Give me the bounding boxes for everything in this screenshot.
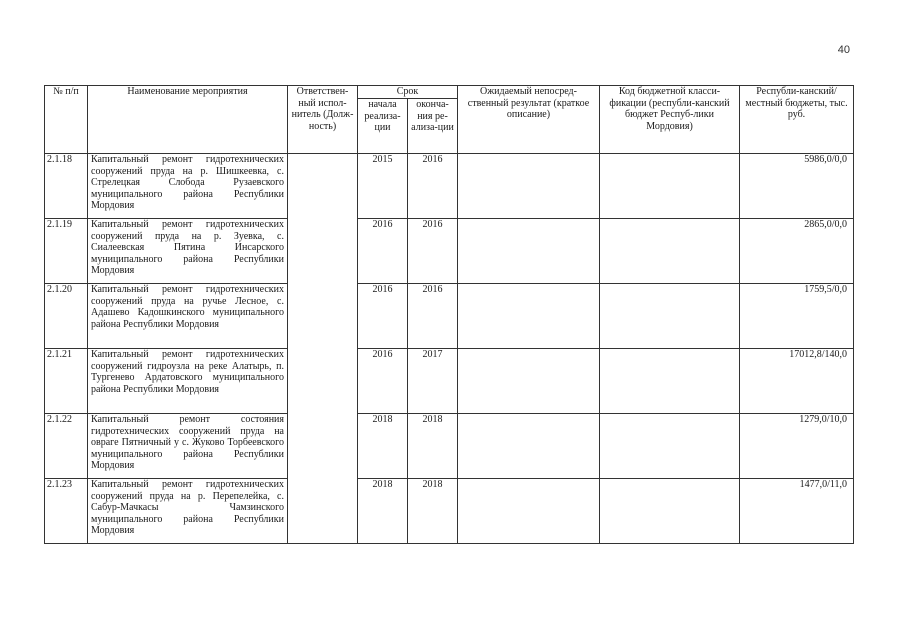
header-name: Наименование мероприятия <box>88 86 288 154</box>
row-budget: 1759,5/0,0 <box>740 284 854 349</box>
row-budget: 1477,0/11,0 <box>740 479 854 544</box>
row-end: 2016 <box>408 284 458 349</box>
table-row <box>45 479 854 544</box>
row-num: 2.1.18 <box>45 154 88 219</box>
row-code <box>600 479 740 544</box>
row-num: 2.1.20 <box>45 284 88 349</box>
row-responsible <box>288 154 358 219</box>
row-budget: 5986,0/0,0 <box>740 154 854 219</box>
table-row <box>45 219 854 284</box>
header-code: Код бюджетной класси-фикации (республи-канский бюджет Респуб-лики Мордовия) <box>600 86 740 154</box>
table-row <box>45 154 854 219</box>
row-start: 2018 <box>358 479 408 544</box>
header-end: оконча-ния ре-ализа-ции <box>408 99 458 154</box>
row-name: Капитальный ремонт гидротехнических сооружений гидроузла на реке Алатырь, п. Тургенево Ардатовского муниципального района Республики Мордовия <box>88 349 288 414</box>
table-header-row <box>45 86 854 99</box>
row-name: Капитальный ремонт гидротехнических сооружений пруда на ручье Лесное, с. Адашево Кадошкинского муниципального района Республики Мордовия <box>88 284 288 349</box>
row-name: Капитальный ремонт гидротехнических сооружений пруда на р. Зуевка, с. Сиалеевская Пятина Инсарского муниципального района Республики Мордовия <box>88 219 288 284</box>
row-responsible <box>288 479 358 544</box>
row-start: 2018 <box>358 414 408 479</box>
row-start: 2015 <box>358 154 408 219</box>
row-end: 2018 <box>408 414 458 479</box>
row-responsible <box>288 284 358 349</box>
row-num: 2.1.22 <box>45 414 88 479</box>
row-start: 2016 <box>358 349 408 414</box>
row-code <box>600 284 740 349</box>
row-end: 2016 <box>408 154 458 219</box>
row-result <box>458 414 600 479</box>
row-start: 2016 <box>358 219 408 284</box>
row-code <box>600 349 740 414</box>
row-name: Капитальный ремонт гидротехнических сооружений пруда на р. Шишкеевка, с. Стрелецкая Слобода Рузаевского муниципального района Республики Мордовия <box>88 154 288 219</box>
table-row <box>45 284 854 349</box>
row-code <box>600 414 740 479</box>
row-result <box>458 284 600 349</box>
row-name: Капитальный ремонт гидротехнических сооружений пруда на р. Перепелейка, с. Сабур-Мачкасы Чамзинского муниципального района Республики Мордовия <box>88 479 288 544</box>
row-start: 2016 <box>358 284 408 349</box>
header-num: № п/п <box>45 86 88 154</box>
header-start: начала реализа-ции <box>358 99 408 154</box>
measures-table <box>44 85 854 544</box>
header-budget: Республи-канский/местный бюджеты, тыс. руб. <box>740 86 854 154</box>
row-budget: 17012,8/140,0 <box>740 349 854 414</box>
row-name: Капитальный ремонт состояния гидротехнических сооружений пруда на овраге Пятничный у с. Жуково Торбеевского муниципального района Республики Мордовия <box>88 414 288 479</box>
row-result <box>458 349 600 414</box>
page-number: 40 <box>837 44 850 56</box>
row-code <box>600 154 740 219</box>
row-budget: 1279,0/10,0 <box>740 414 854 479</box>
table-row <box>45 414 854 479</box>
row-num: 2.1.21 <box>45 349 88 414</box>
row-budget: 2865,0/0,0 <box>740 219 854 284</box>
row-num: 2.1.19 <box>45 219 88 284</box>
row-responsible <box>288 219 358 284</box>
row-end: 2017 <box>408 349 458 414</box>
row-result <box>458 479 600 544</box>
row-responsible <box>288 349 358 414</box>
row-result <box>458 154 600 219</box>
header-result: Ожидаемый непосред-ственный результат (краткое описание) <box>458 86 600 154</box>
row-end: 2016 <box>408 219 458 284</box>
row-code <box>600 219 740 284</box>
row-end: 2018 <box>408 479 458 544</box>
row-result <box>458 219 600 284</box>
row-num: 2.1.23 <box>45 479 88 544</box>
header-period: Срок <box>358 86 458 99</box>
row-responsible <box>288 414 358 479</box>
header-responsible: Ответствен-ный испол-нитель (Долж-ность) <box>288 86 358 154</box>
table-row <box>45 349 854 414</box>
